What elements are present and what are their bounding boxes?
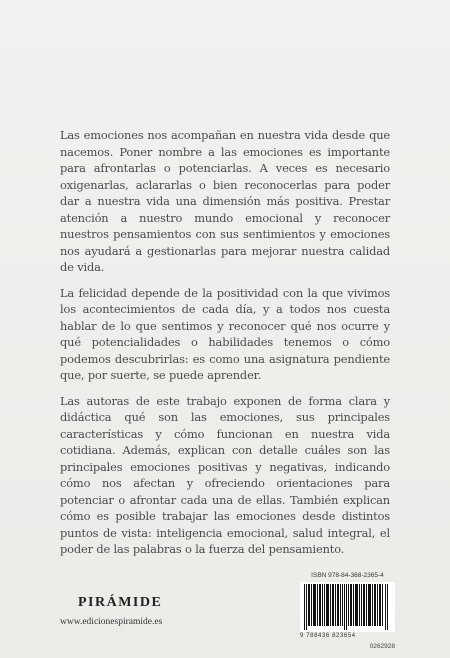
barcode-digits: 9 788436 823654 xyxy=(300,633,356,639)
product-code: 0262928 xyxy=(369,643,395,650)
synopsis-paragraph-1: Las emociones nos acompañan en nuestra vida desde que nacemos. Poner nombre a las emociones es importante para afrontarlas o potenciarlas. A veces es necesario oxigenarlas, aclararlas o bien reconocerlas para poder dar a nuestra vida una dimensión más positiva. Prestar atención a nuestro mundo emocional y reconocer nuestros pensamientos con sus sentimientos y emociones nos ayudará a gestionarlas para mejorar nuestra calidad de vida. xyxy=(60,128,390,274)
synopsis-paragraph-2: La felicidad depende de la positividad con la que vivimos los acontecimientos de cada día, y a todos nos cuesta hablar de lo que sentimos y reconocer qué nos ocurre y qué potencialidades o habilidades tenemos o cómo podemos descubrirlas: es como una asignatura pendiente que, por suerte, se puede aprender. xyxy=(60,285,390,382)
isbn-block xyxy=(300,572,395,639)
isbn-label: ISBN 978-84-368-2365-4 xyxy=(311,572,384,579)
barcode-icon xyxy=(300,582,395,632)
publisher-logo: PIRÁMIDE xyxy=(78,595,163,610)
publisher-block xyxy=(60,595,162,627)
publisher-website: www.edicionespiramide.es xyxy=(60,617,163,627)
synopsis-paragraph-3: Las autoras de este trabajo exponen de forma clara y didáctica qué son las emociones, sus principales características y cómo funcionan en nuestra vida cotidiana. Además, explican con detalle cuáles son las principales emociones positivas y negativas, indicando cómo nos afectan y ofreciendo orientaciones para potenciar o afrontar cada una de ellas. También explican cómo es posible trabajar las emociones desde distintos puntos de vista: inteligencia emocional, salud integral, el poder de las palabras o la fuerza del pensamiento. xyxy=(60,393,390,556)
synopsis xyxy=(60,127,390,567)
